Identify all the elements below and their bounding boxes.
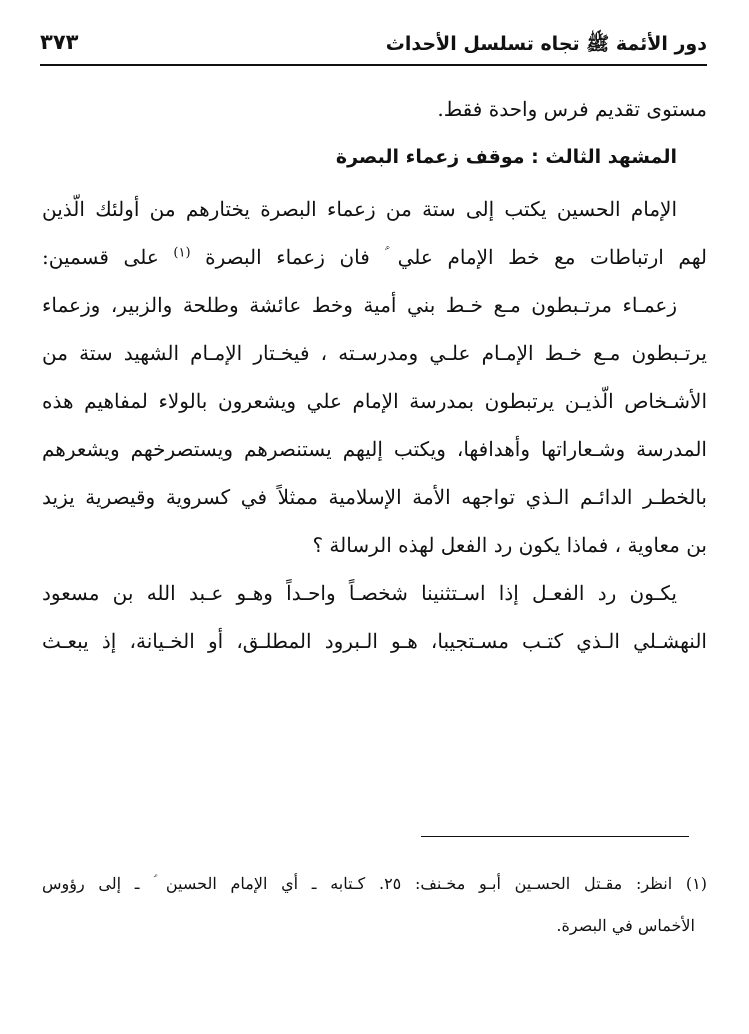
page-number: ٣٧٣ (40, 30, 79, 54)
text-line: الإمام الحسين يكتب إلى ستة من زعماء البصرة يختارهم من أولئك الّذين (42, 197, 677, 221)
text-line: بالخطـر الدائـم الـذي تواجهه الأمة الإسلامية ممثلاً في كسروية وقيصرية يزيد (42, 485, 707, 509)
footnote-reference: (١) (173, 245, 191, 261)
text-line: مستوى تقديم فرس واحدة فقط. (437, 97, 707, 121)
text-line: زعمـاء مرتـبطون مـع خـط بني أمية وخط عائشة وطلحة والزبير، وزعماء (42, 293, 677, 317)
text-line-part: لهم ارتباطات مع خط الإمام علي ؑ فان زعماء البصرة (205, 245, 708, 269)
footnote-line: الأخماس في البصرة. (556, 916, 695, 935)
header-title: دور الأئمة ﷺ تجاه تسلسل الأحداث (385, 33, 707, 55)
section-heading: المشهد الثالث : موقف زعماء البصرة (335, 146, 677, 168)
main-text (42, 96, 707, 676)
text-line: بن معاوية ، فماذا يكون رد الفعل لهذه الرسالة ؟ (312, 533, 707, 557)
footnote-divider (421, 836, 689, 837)
text-line: النهشـلي الـذي كتـب مسـتجيبا، هـو الـبرود المطلـق، أو الخـيانة، إذ يبعـث (42, 629, 707, 653)
footnote-line: (١) انظر: مقـتل الحسـين أبـو مخـنف: ٢٥. كـتابه ـ أي الإمام الحسين ؑ ـ إلى رؤوس (42, 874, 708, 893)
text-line: يكـون رد الفعـل إذا اسـتثنينا شخصـاً واحـداً وهـو عـبد الله بن مسعود (42, 581, 677, 605)
running-header (40, 26, 707, 66)
footnote (42, 872, 707, 956)
text-line-part: على قسمين: (42, 245, 159, 269)
text-line: المدرسة وشـعاراتها وأهدافها، ويكتب إليهم يستنصرهم ويستصرخهم ويشعرهم (42, 437, 707, 461)
text-line: يرتـبطون مـع خـط الإمـام علـي ومدرسـته ، فيخـتار الإمـام الشهيد ستة من (42, 341, 707, 365)
text-line: الأشـخاص الّذيـن يرتبطون بمدرسة الإمام علي ويشعرون بالولاء لمفاهيم هذه (42, 389, 707, 413)
text-line (42, 244, 707, 292)
